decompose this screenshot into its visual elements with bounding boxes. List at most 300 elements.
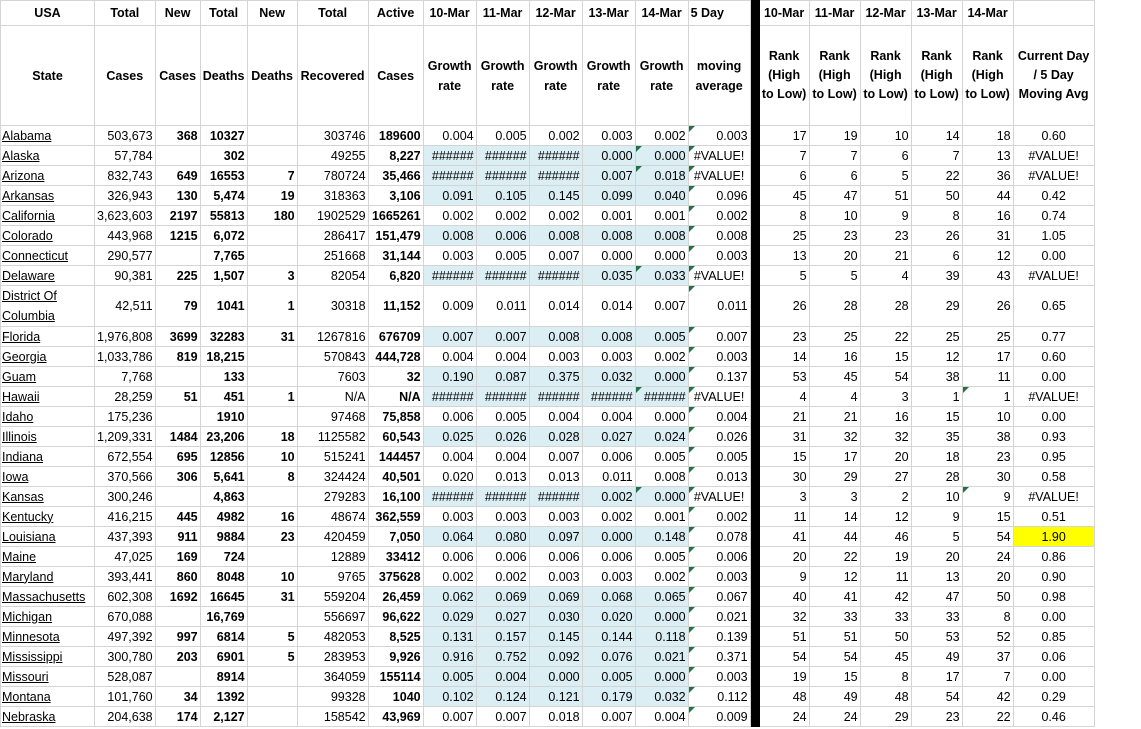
data-cell[interactable]: 0.000	[635, 607, 688, 627]
data-cell[interactable]: 8	[759, 206, 809, 226]
data-cell[interactable]: 0.014	[529, 286, 582, 327]
data-cell[interactable]: 0.011	[476, 286, 529, 327]
data-cell[interactable]: 6,072	[200, 226, 247, 246]
data-cell[interactable]: 0.008	[582, 226, 635, 246]
header-cell[interactable]: Rank (High to Low)	[860, 26, 911, 126]
data-cell[interactable]	[247, 707, 297, 727]
data-cell[interactable]: 6	[809, 166, 860, 186]
data-cell[interactable]: 20	[759, 547, 809, 567]
data-cell[interactable]: 11	[962, 367, 1013, 387]
header-cell[interactable]: 14-Mar	[962, 1, 1013, 26]
data-cell[interactable]: 0.916	[423, 647, 476, 667]
data-cell[interactable]: 9,926	[368, 647, 423, 667]
data-cell[interactable]: 12856	[200, 447, 247, 467]
data-cell[interactable]: 9	[962, 487, 1013, 507]
data-cell[interactable]: #VALUE!	[1013, 146, 1094, 166]
data-cell[interactable]: 10	[809, 206, 860, 226]
data-cell[interactable]: 0.004	[423, 347, 476, 367]
data-cell[interactable]: 9	[911, 507, 962, 527]
data-cell[interactable]: 133	[200, 367, 247, 387]
header-cell[interactable]: Rank (High to Low)	[759, 26, 809, 126]
data-cell[interactable]	[247, 146, 297, 166]
data-cell[interactable]: 0.008	[529, 327, 582, 347]
data-cell[interactable]: 0.004	[476, 347, 529, 367]
data-cell[interactable]: 4,863	[200, 487, 247, 507]
data-cell[interactable]: 556697	[297, 607, 368, 627]
data-cell[interactable]: #VALUE!	[1013, 266, 1094, 286]
header-cell[interactable]: Active	[368, 1, 423, 26]
data-cell[interactable]: 25	[759, 226, 809, 246]
data-cell[interactable]: 16	[247, 507, 297, 527]
data-cell[interactable]: 0.001	[582, 206, 635, 226]
data-cell[interactable]: 20	[809, 246, 860, 266]
data-cell[interactable]: ######	[476, 387, 529, 407]
data-cell[interactable]: 0.027	[582, 427, 635, 447]
data-cell[interactable]: 34	[155, 687, 200, 707]
data-cell[interactable]: 0.069	[529, 587, 582, 607]
data-cell[interactable]: 515241	[297, 447, 368, 467]
data-cell[interactable]: 6	[911, 246, 962, 266]
header-cell[interactable]: Current Day / 5 Day Moving Avg	[1013, 26, 1094, 126]
data-cell[interactable]: 0.003	[688, 667, 750, 687]
data-cell[interactable]: 32	[860, 427, 911, 447]
data-cell[interactable]: 0.008	[529, 226, 582, 246]
data-cell[interactable]: 570843	[297, 347, 368, 367]
header-cell[interactable]: 12-Mar	[529, 1, 582, 26]
data-cell[interactable]: 503,673	[95, 126, 156, 146]
data-cell[interactable]: 0.90	[1013, 567, 1094, 587]
data-cell[interactable]: 0.008	[635, 467, 688, 487]
data-cell[interactable]: 0.002	[688, 507, 750, 527]
data-cell[interactable]: 15	[860, 347, 911, 367]
data-cell[interactable]: #VALUE!	[1013, 166, 1094, 186]
data-cell[interactable]: 1,976,808	[95, 327, 156, 347]
data-cell[interactable]: 45	[809, 367, 860, 387]
data-cell[interactable]: 3	[809, 487, 860, 507]
data-cell[interactable]: 16553	[200, 166, 247, 186]
data-cell[interactable]: 9	[860, 206, 911, 226]
header-cell[interactable]: 14-Mar	[635, 1, 688, 26]
data-cell[interactable]: 0.000	[635, 407, 688, 427]
data-cell[interactable]: 24	[962, 547, 1013, 567]
state-name-cell[interactable]: Massachusetts	[1, 587, 95, 607]
data-cell[interactable]: 1665261	[368, 206, 423, 226]
data-cell[interactable]: 0.003	[529, 567, 582, 587]
data-cell[interactable]: 416,215	[95, 507, 156, 527]
data-cell[interactable]: 33	[860, 607, 911, 627]
data-cell[interactable]: 0.008	[635, 226, 688, 246]
data-cell[interactable]: 12	[809, 567, 860, 587]
data-cell[interactable]: 324424	[297, 467, 368, 487]
data-cell[interactable]	[247, 667, 297, 687]
header-cell[interactable]: moving average	[688, 26, 750, 126]
data-cell[interactable]: 19	[247, 186, 297, 206]
data-cell[interactable]: 32	[809, 427, 860, 447]
data-cell[interactable]: 12	[962, 246, 1013, 266]
data-cell[interactable]: 51	[155, 387, 200, 407]
data-cell[interactable]: 0.006	[688, 547, 750, 567]
state-name-cell[interactable]: Florida	[1, 327, 95, 347]
data-cell[interactable]: 18	[962, 126, 1013, 146]
data-cell[interactable]: #VALUE!	[688, 387, 750, 407]
data-cell[interactable]: 780724	[297, 166, 368, 186]
data-cell[interactable]: 0.002	[635, 126, 688, 146]
header-cell[interactable]: Total	[297, 1, 368, 26]
data-cell[interactable]: 32283	[200, 327, 247, 347]
data-cell[interactable]: 33	[809, 607, 860, 627]
data-cell[interactable]: 0.007	[423, 327, 476, 347]
data-cell[interactable]: 82054	[297, 266, 368, 286]
data-cell[interactable]: 0.003	[582, 126, 635, 146]
data-cell[interactable]: 0.000	[635, 667, 688, 687]
data-cell[interactable]: 0.007	[423, 707, 476, 727]
data-cell[interactable]: 1	[247, 286, 297, 327]
data-cell[interactable]: 0.004	[582, 407, 635, 427]
data-cell[interactable]: 0.145	[529, 186, 582, 206]
data-cell[interactable]: 1040	[368, 687, 423, 707]
data-cell[interactable]: 0.003	[476, 507, 529, 527]
state-name-cell[interactable]: Missouri	[1, 667, 95, 687]
data-cell[interactable]: 7	[809, 146, 860, 166]
data-cell[interactable]: 0.93	[1013, 427, 1094, 447]
header-cell[interactable]: Deaths	[247, 26, 297, 126]
data-cell[interactable]: 28,259	[95, 387, 156, 407]
data-cell[interactable]: 31	[247, 587, 297, 607]
data-cell[interactable]: ######	[529, 387, 582, 407]
data-cell[interactable]: 23	[809, 226, 860, 246]
data-cell[interactable]: 25	[962, 327, 1013, 347]
data-cell[interactable]: 23	[860, 226, 911, 246]
data-cell[interactable]: #VALUE!	[688, 266, 750, 286]
header-cell[interactable]: 13-Mar	[911, 1, 962, 26]
data-cell[interactable]: 4	[809, 387, 860, 407]
data-cell[interactable]: 0.099	[582, 186, 635, 206]
data-cell[interactable]: 0.030	[529, 607, 582, 627]
header-cell[interactable]: 11-Mar	[476, 1, 529, 26]
data-cell[interactable]: 16	[962, 206, 1013, 226]
data-cell[interactable]: 0.062	[423, 587, 476, 607]
header-cell[interactable]: New	[155, 1, 200, 26]
data-cell[interactable]: 8	[962, 607, 1013, 627]
state-name-cell[interactable]: Hawaii	[1, 387, 95, 407]
header-cell[interactable]: New	[247, 1, 297, 26]
data-cell[interactable]: 155114	[368, 667, 423, 687]
data-cell[interactable]: 0.00	[1013, 667, 1094, 687]
data-cell[interactable]: 306	[155, 467, 200, 487]
data-cell[interactable]: 0.011	[582, 467, 635, 487]
data-cell[interactable]: 997	[155, 627, 200, 647]
data-cell[interactable]: 44	[962, 186, 1013, 206]
data-cell[interactable]: 0.005	[476, 246, 529, 266]
state-name-cell[interactable]: Minnesota	[1, 627, 95, 647]
data-cell[interactable]: 0.157	[476, 627, 529, 647]
data-cell[interactable]: 0.74	[1013, 206, 1094, 226]
data-cell[interactable]: 21	[809, 407, 860, 427]
data-cell[interactable]: 1.05	[1013, 226, 1094, 246]
data-cell[interactable]: 0.005	[635, 547, 688, 567]
data-cell[interactable]: ######	[423, 266, 476, 286]
data-cell[interactable]: 0.145	[529, 627, 582, 647]
state-name-cell[interactable]: Iowa	[1, 467, 95, 487]
data-cell[interactable]: 5,641	[200, 467, 247, 487]
data-cell[interactable]: 0.007	[582, 166, 635, 186]
data-cell[interactable]: 0.000	[582, 146, 635, 166]
data-cell[interactable]: 0.102	[423, 687, 476, 707]
data-cell[interactable]: 0.002	[476, 567, 529, 587]
data-cell[interactable]: 25	[911, 327, 962, 347]
data-cell[interactable]: 0.014	[582, 286, 635, 327]
data-cell[interactable]: 22	[809, 547, 860, 567]
data-cell[interactable]: 42	[860, 587, 911, 607]
data-cell[interactable]: 0.032	[635, 687, 688, 707]
data-cell[interactable]: 0.029	[423, 607, 476, 627]
data-cell[interactable]: 0.00	[1013, 367, 1094, 387]
data-cell[interactable]: 18,215	[200, 347, 247, 367]
header-cell[interactable]: USA	[1, 1, 95, 26]
data-cell[interactable]: 6,820	[368, 266, 423, 286]
header-cell[interactable]: Cases	[95, 26, 156, 126]
data-cell[interactable]: 860	[155, 567, 200, 587]
data-cell[interactable]: #VALUE!	[1013, 387, 1094, 407]
data-cell[interactable]: 0.013	[688, 467, 750, 487]
data-cell[interactable]: 0.179	[582, 687, 635, 707]
header-cell[interactable]: Cases	[368, 26, 423, 126]
state-name-cell[interactable]: Michigan	[1, 607, 95, 627]
data-cell[interactable]: #VALUE!	[688, 166, 750, 186]
data-cell[interactable]: 0.032	[582, 367, 635, 387]
data-cell[interactable]: 0.096	[688, 186, 750, 206]
data-cell[interactable]: 0.00	[1013, 607, 1094, 627]
data-cell[interactable]: 42	[962, 687, 1013, 707]
header-cell[interactable]: 13-Mar	[582, 1, 635, 26]
data-cell[interactable]: 0.003	[688, 246, 750, 266]
data-cell[interactable]: 130	[155, 186, 200, 206]
data-cell[interactable]: 4	[860, 266, 911, 286]
data-cell[interactable]: 2	[860, 487, 911, 507]
data-cell[interactable]: 0.46	[1013, 707, 1094, 727]
data-cell[interactable]: 0.60	[1013, 347, 1094, 367]
data-cell[interactable]: 189600	[368, 126, 423, 146]
header-cell[interactable]: Cases	[155, 26, 200, 126]
data-cell[interactable]: 51	[860, 186, 911, 206]
data-cell[interactable]: 54	[759, 647, 809, 667]
data-cell[interactable]: 602,308	[95, 587, 156, 607]
data-cell[interactable]	[155, 146, 200, 166]
state-name-cell[interactable]: Indiana	[1, 447, 95, 467]
data-cell[interactable]: 54	[911, 687, 962, 707]
data-cell[interactable]: 15	[759, 447, 809, 467]
data-cell[interactable]: 0.009	[688, 707, 750, 727]
data-cell[interactable]: 0.007	[529, 447, 582, 467]
data-cell[interactable]: 23,206	[200, 427, 247, 447]
data-cell[interactable]: 12889	[297, 547, 368, 567]
data-cell[interactable]: 0.003	[688, 567, 750, 587]
data-cell[interactable]: 50	[962, 587, 1013, 607]
data-cell[interactable]: 0.007	[476, 327, 529, 347]
data-cell[interactable]: 443,968	[95, 226, 156, 246]
data-cell[interactable]: 54	[962, 527, 1013, 547]
header-cell[interactable]: Rank (High to Low)	[962, 26, 1013, 126]
data-cell[interactable]: 20	[962, 567, 1013, 587]
data-cell[interactable]: 16,769	[200, 607, 247, 627]
state-name-cell[interactable]: Arkansas	[1, 186, 95, 206]
data-cell[interactable]: 0.007	[688, 327, 750, 347]
data-cell[interactable]: 7,050	[368, 527, 423, 547]
data-cell[interactable]: 41	[759, 527, 809, 547]
data-cell[interactable]: 0.091	[423, 186, 476, 206]
data-cell[interactable]: 559204	[297, 587, 368, 607]
data-cell[interactable]: 1125582	[297, 427, 368, 447]
data-cell[interactable]: 0.375	[529, 367, 582, 387]
data-cell[interactable]: 528,087	[95, 667, 156, 687]
data-cell[interactable]: 0.005	[635, 447, 688, 467]
data-cell[interactable]: 4982	[200, 507, 247, 527]
data-cell[interactable]: 19	[860, 547, 911, 567]
data-cell[interactable]: 0.026	[688, 427, 750, 447]
data-cell[interactable]	[155, 367, 200, 387]
data-cell[interactable]: 5,474	[200, 186, 247, 206]
data-cell[interactable]: 370,566	[95, 467, 156, 487]
data-cell[interactable]: 31,144	[368, 246, 423, 266]
data-cell[interactable]: 17	[962, 347, 1013, 367]
data-cell[interactable]: 0.65	[1013, 286, 1094, 327]
data-cell[interactable]: 158542	[297, 707, 368, 727]
data-cell[interactable]: 0.752	[476, 647, 529, 667]
data-cell[interactable]	[155, 667, 200, 687]
data-cell[interactable]: 10	[962, 407, 1013, 427]
data-cell[interactable]: 0.131	[423, 627, 476, 647]
data-cell[interactable]: 3	[860, 387, 911, 407]
data-cell[interactable]: #VALUE!	[688, 487, 750, 507]
data-cell[interactable]: 55813	[200, 206, 247, 226]
data-cell[interactable]: ######	[529, 166, 582, 186]
data-cell[interactable]: 0.087	[476, 367, 529, 387]
data-cell[interactable]: 9884	[200, 527, 247, 547]
data-cell[interactable]: ######	[423, 166, 476, 186]
header-cell[interactable]: Rank (High to Low)	[809, 26, 860, 126]
data-cell[interactable]: 50	[860, 627, 911, 647]
state-name-cell[interactable]: Illinois	[1, 427, 95, 447]
data-cell[interactable]: 1910	[200, 407, 247, 427]
data-cell[interactable]: 0.121	[529, 687, 582, 707]
data-cell[interactable]: 0.007	[635, 286, 688, 327]
data-cell[interactable]: ######	[476, 146, 529, 166]
data-cell[interactable]: 14	[911, 126, 962, 146]
data-cell[interactable]: 10	[247, 447, 297, 467]
data-cell[interactable]: 49	[809, 687, 860, 707]
data-cell[interactable]: 24	[759, 707, 809, 727]
header-cell[interactable]: Growth rate	[582, 26, 635, 126]
data-cell[interactable]: 57,784	[95, 146, 156, 166]
data-cell[interactable]: 8,525	[368, 627, 423, 647]
data-cell[interactable]: 0.004	[688, 407, 750, 427]
data-cell[interactable]: 49	[911, 647, 962, 667]
data-cell[interactable]: 0.003	[423, 246, 476, 266]
data-cell[interactable]: 75,858	[368, 407, 423, 427]
data-cell[interactable]: 43,969	[368, 707, 423, 727]
data-cell[interactable]: 45	[860, 647, 911, 667]
data-cell[interactable]: 5	[759, 266, 809, 286]
data-cell[interactable]: 5	[860, 166, 911, 186]
data-cell[interactable]: 1267816	[297, 327, 368, 347]
data-cell[interactable]: 420459	[297, 527, 368, 547]
data-cell[interactable]: 7	[247, 166, 297, 186]
data-cell[interactable]: 0.002	[582, 507, 635, 527]
data-cell[interactable]: 0.008	[688, 226, 750, 246]
data-cell[interactable]: 6	[860, 146, 911, 166]
data-cell[interactable]: 18	[247, 427, 297, 447]
data-cell[interactable]: 23	[962, 447, 1013, 467]
data-cell[interactable]: 12	[911, 347, 962, 367]
state-name-cell[interactable]: Alaska	[1, 146, 95, 166]
data-cell[interactable]	[247, 487, 297, 507]
data-cell[interactable]: 22	[962, 707, 1013, 727]
data-cell[interactable]: 9765	[297, 567, 368, 587]
data-cell[interactable]: 7,765	[200, 246, 247, 266]
data-cell[interactable]: 31	[247, 327, 297, 347]
header-cell[interactable]: Growth rate	[476, 26, 529, 126]
data-cell[interactable]: 37	[962, 647, 1013, 667]
data-cell[interactable]: 0.51	[1013, 507, 1094, 527]
data-cell[interactable]: 40	[759, 587, 809, 607]
data-cell[interactable]: 3,623,603	[95, 206, 156, 226]
data-cell[interactable]: 0.021	[635, 647, 688, 667]
data-cell[interactable]: 1	[911, 387, 962, 407]
data-cell[interactable]: 279283	[297, 487, 368, 507]
data-cell[interactable]: 0.069	[476, 587, 529, 607]
data-cell[interactable]: 48674	[297, 507, 368, 527]
data-cell[interactable]: ######	[529, 266, 582, 286]
data-cell[interactable]: 19	[809, 126, 860, 146]
data-cell[interactable]: 144457	[368, 447, 423, 467]
data-cell[interactable]: 1,507	[200, 266, 247, 286]
data-cell[interactable]: 47	[809, 186, 860, 206]
data-cell[interactable]: 672,554	[95, 447, 156, 467]
data-cell[interactable]: 52	[962, 627, 1013, 647]
data-cell[interactable]: 1215	[155, 226, 200, 246]
data-cell[interactable]: 0.097	[529, 527, 582, 547]
state-name-cell[interactable]: Delaware	[1, 266, 95, 286]
data-cell[interactable]: 0.004	[529, 407, 582, 427]
data-cell[interactable]: 9	[759, 567, 809, 587]
data-cell[interactable]: 23	[911, 707, 962, 727]
data-cell[interactable]: 1484	[155, 427, 200, 447]
data-cell[interactable]: 1,033,786	[95, 347, 156, 367]
data-cell[interactable]: 3	[247, 266, 297, 286]
data-cell[interactable]: 21	[759, 407, 809, 427]
data-cell[interactable]: 283953	[297, 647, 368, 667]
data-cell[interactable]: 368	[155, 126, 200, 146]
data-cell[interactable]: 0.06	[1013, 647, 1094, 667]
data-cell[interactable]: 7	[759, 146, 809, 166]
state-name-cell[interactable]: Georgia	[1, 347, 95, 367]
data-cell[interactable]: 10	[247, 567, 297, 587]
data-cell[interactable]: 48	[860, 687, 911, 707]
data-cell[interactable]: 174	[155, 707, 200, 727]
data-cell[interactable]: 26	[759, 286, 809, 327]
data-cell[interactable]: 1,209,331	[95, 427, 156, 447]
data-cell[interactable]: 0.040	[635, 186, 688, 206]
data-cell[interactable]: 251668	[297, 246, 368, 266]
data-cell[interactable]: 0.002	[582, 487, 635, 507]
data-cell[interactable]: 13	[962, 146, 1013, 166]
data-cell[interactable]	[247, 687, 297, 707]
data-cell[interactable]: 445	[155, 507, 200, 527]
state-name-cell[interactable]: Nebraska	[1, 707, 95, 727]
data-cell[interactable]: 10327	[200, 126, 247, 146]
data-cell[interactable]: 17	[911, 667, 962, 687]
data-cell[interactable]: 1	[247, 387, 297, 407]
